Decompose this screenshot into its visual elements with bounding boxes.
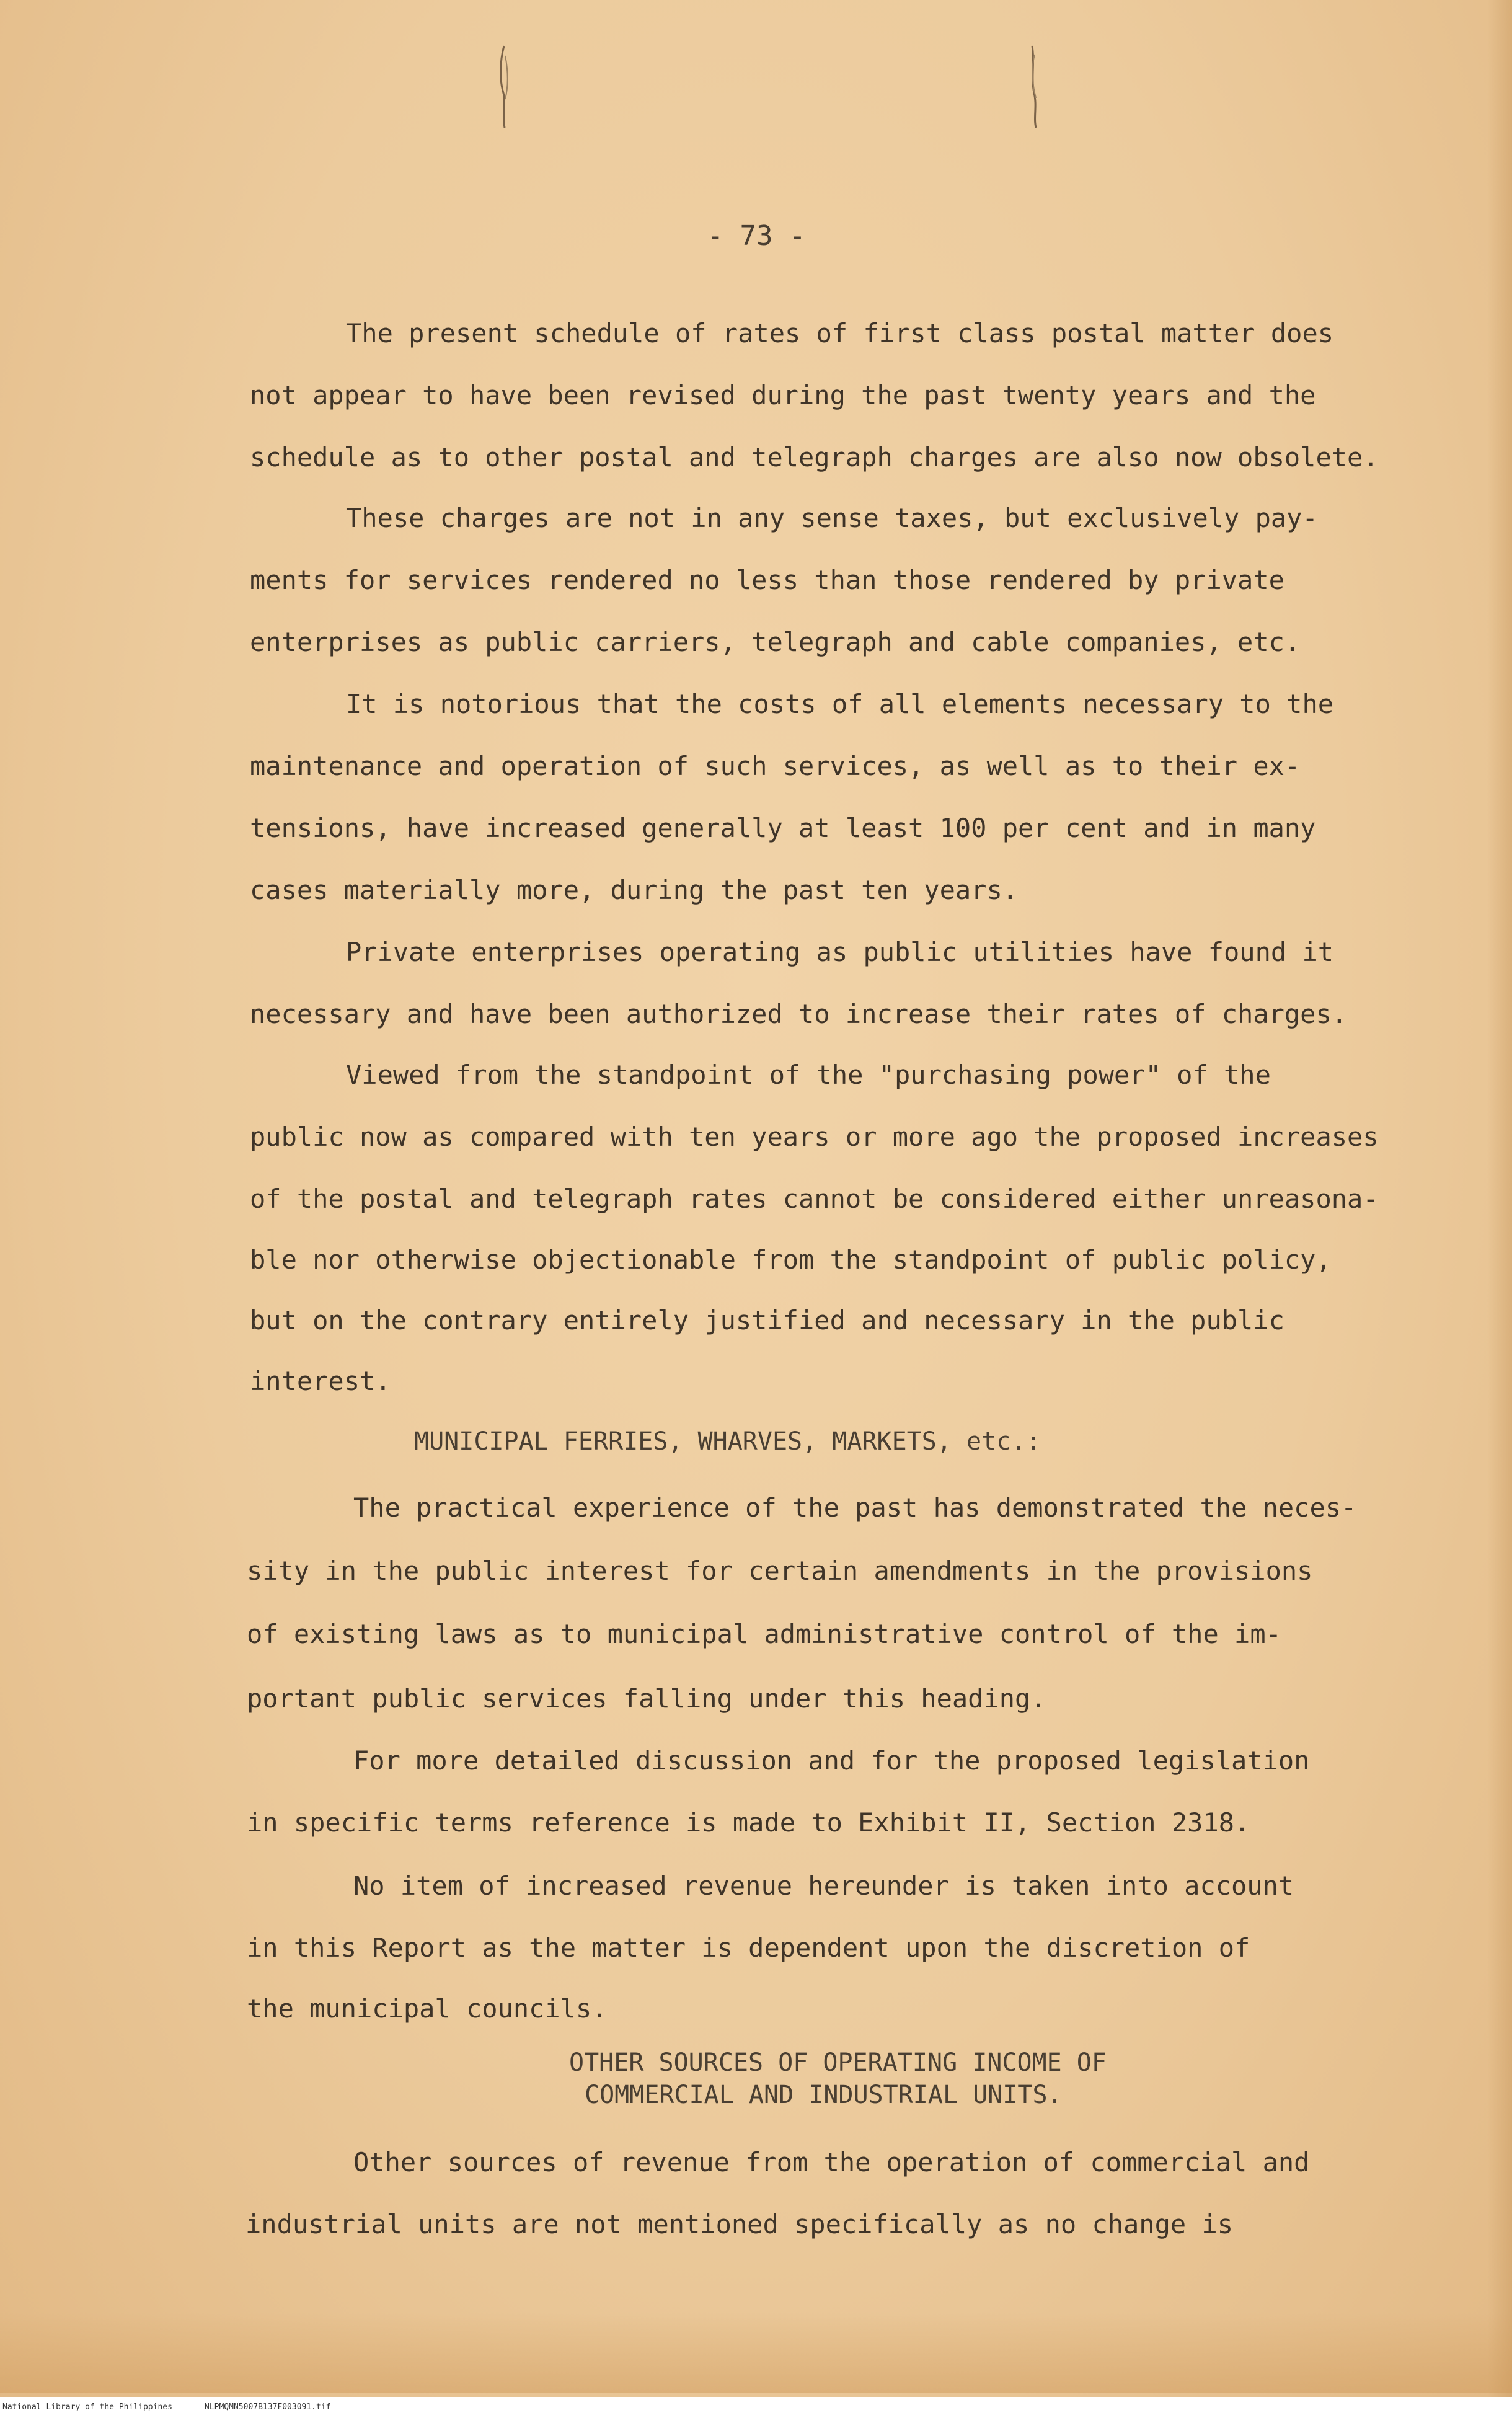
text-line: The practical experience of the past has demonstrated the neces- — [353, 1492, 1357, 1523]
text-line: enterprises as public carriers, telegraph and cable companies, etc. — [250, 627, 1301, 657]
staple-hole-left-icon — [496, 43, 512, 130]
text-line: cases materially more, during the past ten years. — [250, 875, 1019, 905]
text-line: the municipal councils. — [247, 1993, 608, 2024]
staple-hole-right-icon — [1026, 43, 1042, 130]
text-line: in specific terms reference is made to Exhibit II, Section 2318. — [247, 1807, 1250, 1838]
text-line: The present schedule of rates of first class postal matter does — [346, 318, 1334, 348]
scan-footer — [0, 2397, 1512, 2418]
text-line: of existing laws as to municipal administrative control of the im- — [247, 1619, 1281, 1649]
text-line: of the postal and telegraph rates cannot be considered either unreasona- — [250, 1184, 1379, 1214]
text-line: It is notorious that the costs of all elements necessary to the — [346, 689, 1334, 719]
section-heading-municipal: MUNICIPAL FERRIES, WHARVES, MARKETS, etc.: — [414, 1427, 1041, 1456]
text-line: ble nor otherwise objectionable from the standpoint of public policy, — [250, 1244, 1332, 1275]
section-heading-other-sources: OTHER SOURCES OF OPERATING INCOME OF — [569, 2048, 1107, 2077]
footer-library: National Library of the Philippines — [2, 2402, 172, 2412]
text-line: not appear to have been revised during the past twenty years and the — [250, 380, 1316, 410]
text-line: For more detailed discussion and for the proposed legislation — [353, 1745, 1310, 1776]
text-line: Other sources of revenue from the operation of commercial and — [353, 2147, 1310, 2177]
page-number: - 73 - — [707, 220, 806, 252]
footer-filename: NLPMQMN5007B137F003091.tif — [205, 2402, 331, 2412]
text-line: sity in the public interest for certain amendments in the provisions — [247, 1556, 1313, 1586]
text-line: industrial units are not mentioned specifically as no change is — [245, 2209, 1234, 2239]
text-line: necessary and have been authorized to increase their rates of charges. — [250, 999, 1348, 1029]
text-line: tensions, have increased generally at least 100 per cent and in many — [250, 813, 1316, 843]
text-line: in this Report as the matter is dependent upon the discretion of — [247, 1933, 1250, 1963]
text-line: Private enterprises operating as public utilities have found it — [346, 937, 1334, 967]
text-line: maintenance and operation of such services, as well as to their ex- — [250, 751, 1301, 781]
text-line: public now as compared with ten years or more ago the proposed increases — [250, 1122, 1379, 1152]
text-line: These charges are not in any sense taxes, but exclusively pay- — [346, 503, 1318, 533]
text-line: Viewed from the standpoint of the "purchasing power" of the — [346, 1060, 1271, 1090]
text-line: interest. — [250, 1366, 391, 1396]
text-line: portant public services falling under this heading. — [247, 1683, 1046, 1714]
paper-stain — [0, 2313, 1512, 2393]
text-line: but on the contrary entirely justified and necessary in the public — [250, 1305, 1284, 1335]
section-heading-other-sources-line2: COMMERCIAL AND INDUSTRIAL UNITS. — [585, 2081, 1063, 2109]
text-line: No item of increased revenue hereunder is taken into account — [353, 1871, 1294, 1901]
paper-edge-shadow — [1487, 0, 1512, 2418]
text-line: schedule as to other postal and telegraph charges are also now obsolete. — [250, 442, 1379, 472]
text-line: ments for services rendered no less than those rendered by private — [250, 565, 1284, 595]
